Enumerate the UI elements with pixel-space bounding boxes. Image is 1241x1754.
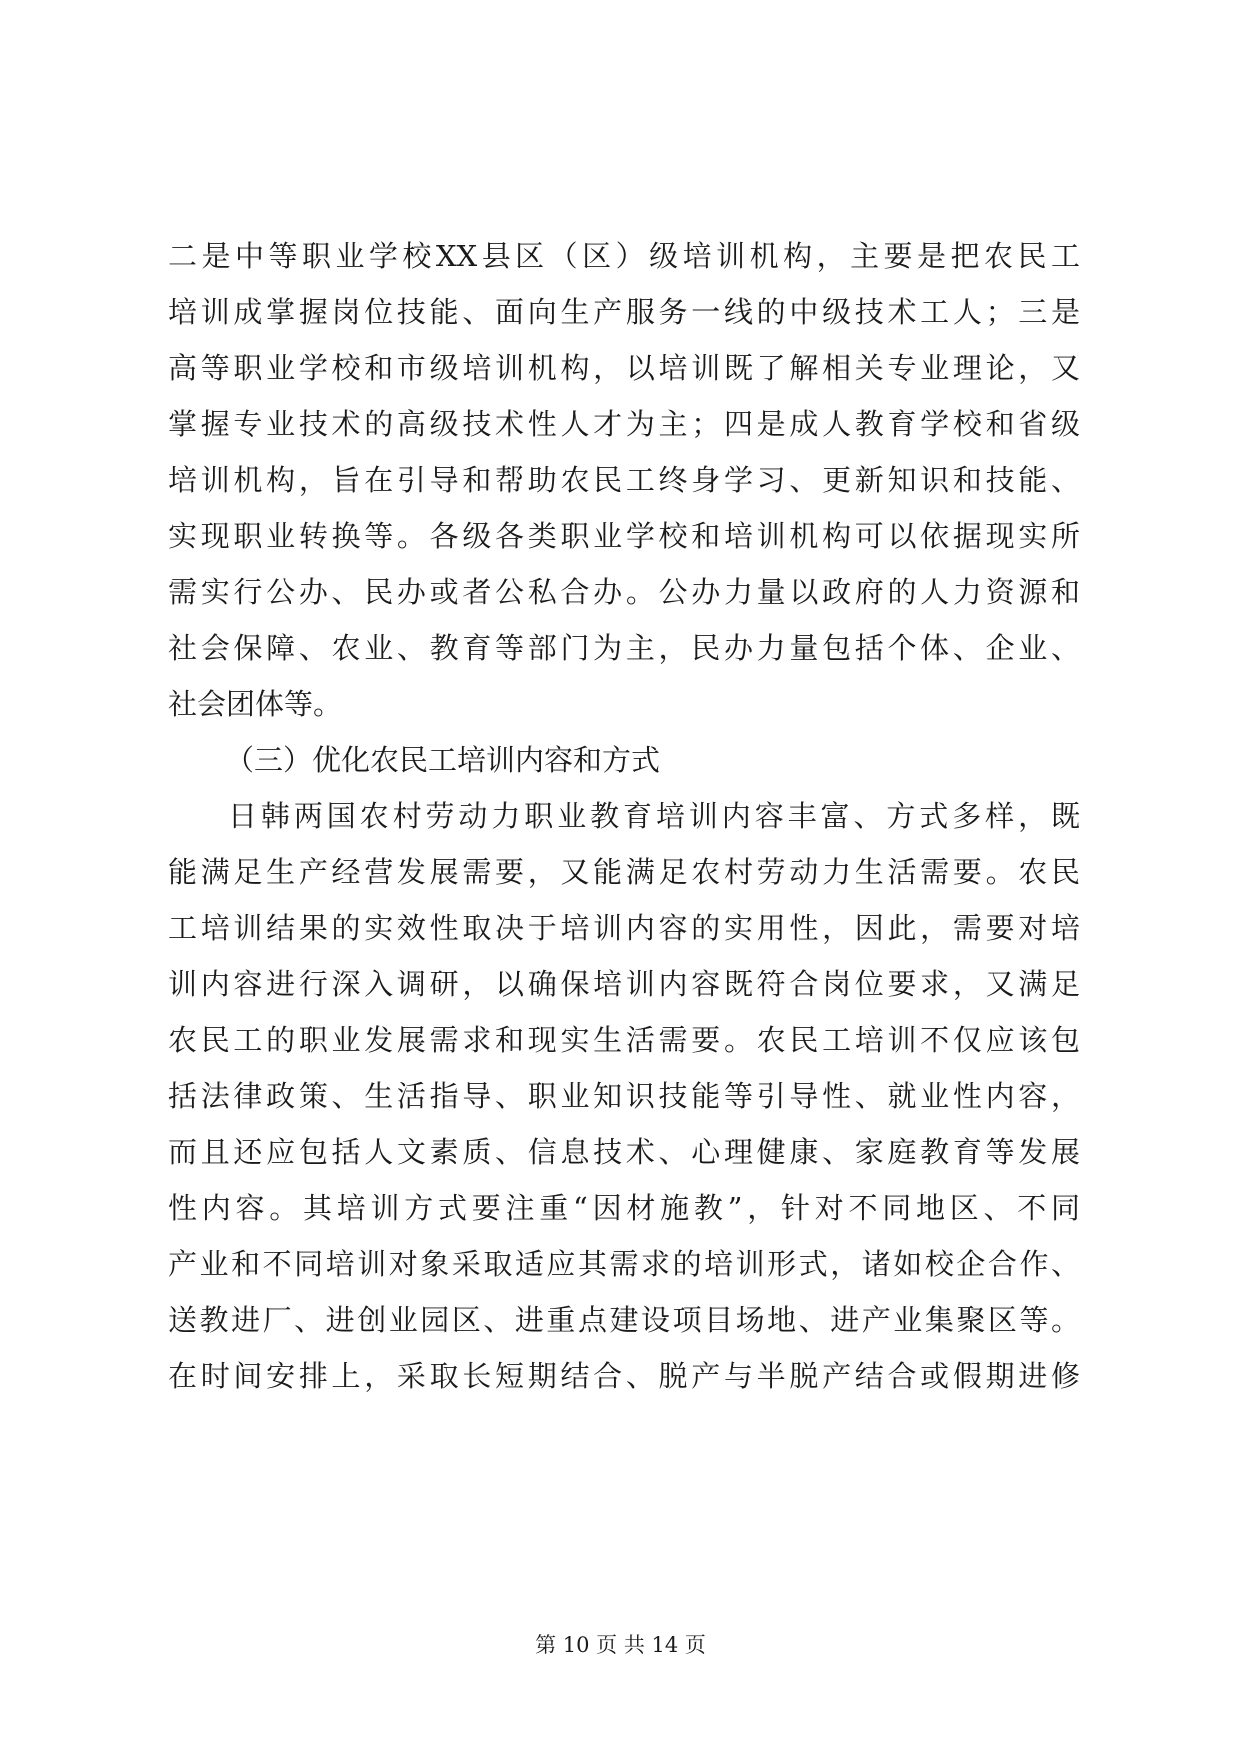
body-text-line: 性内容。其培训方式要注重“因材施教”，针对不同地区、不同: [168, 1191, 1080, 1225]
body-text-line: 社会团体等。: [168, 687, 343, 721]
page-number-footer: 第 10 页 共 14 页: [535, 1633, 706, 1657]
section-heading: （三）优化农民工培训内容和方式: [225, 743, 661, 777]
body-text-line: 实现职业转换等。各级各类职业学校和培训机构可以依据现实所: [168, 519, 1080, 553]
body-text-line: 培训成掌握岗位技能、面向生产服务一线的中级技术工人；三是: [168, 295, 1080, 329]
body-text-line: 训内容进行深入调研，以确保培训内容既符合岗位要求，又满足: [168, 967, 1080, 1001]
body-text-line: 括法律政策、生活指导、职业知识技能等引导性、就业性内容，: [168, 1079, 1080, 1113]
body-text-line: 能满足生产经营发展需要，又能满足农村劳动力生活需要。农民: [168, 855, 1080, 889]
body-text-line: 社会保障、农业、教育等部门为主，民办力量包括个体、企业、: [168, 631, 1080, 665]
body-text-line: 培训机构，旨在引导和帮助农民工终身学习、更新知识和技能、: [168, 463, 1080, 497]
body-text-line: 二是中等职业学校XX县区（区）级培训机构，主要是把农民工: [168, 239, 1080, 273]
body-text-line: 而且还应包括人文素质、信息技术、心理健康、家庭教育等发展: [168, 1135, 1080, 1169]
body-text-line: 高等职业学校和市级培训机构，以培训既了解相关专业理论，又: [168, 351, 1080, 385]
body-text-line: 掌握专业技术的高级技术性人才为主；四是成人教育学校和省级: [168, 407, 1080, 441]
body-text-line: 需实行公办、民办或者公私合办。公办力量以政府的人力资源和: [168, 575, 1080, 609]
body-text-line: 农民工的职业发展需求和现实生活需要。农民工培训不仅应该包: [168, 1023, 1080, 1057]
body-text-line: 送教进厂、进创业园区、进重点建设项目场地、进产业集聚区等。: [168, 1303, 1080, 1337]
body-text-line: 工培训结果的实效性取决于培训内容的实用性，因此，需要对培: [168, 911, 1080, 945]
body-text-line: 产业和不同培训对象采取适应其需求的培训形式，诸如校企合作、: [168, 1247, 1080, 1281]
body-text-line: 在时间安排上，采取长短期结合、脱产与半脱产结合或假期进修: [168, 1359, 1080, 1393]
paragraph-first-line: 日韩两国农村劳动力职业教育培训内容丰富、方式多样，既: [228, 799, 1080, 833]
